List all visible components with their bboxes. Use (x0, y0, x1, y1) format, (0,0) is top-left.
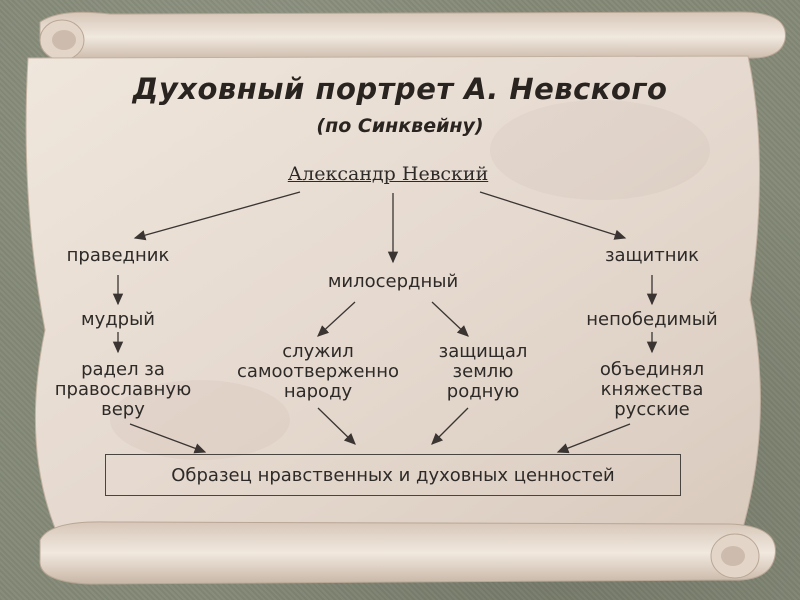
arrow-right-to-conclusion (558, 424, 630, 452)
arrow-center-left-to-conclusion (318, 408, 355, 444)
left-node-level3-line3: веру (101, 399, 145, 420)
arrow-center-right-to-conclusion (432, 408, 468, 444)
center-right-line3: родную (446, 381, 520, 402)
center-left-line3: народу (283, 381, 353, 402)
left-node-level3 (28, 360, 218, 420)
center-left-line2: самоотверженно (237, 361, 399, 382)
root-node: Александр Невский (287, 163, 489, 185)
center-node-level2-right (408, 342, 558, 402)
arrow-root-to-right (480, 192, 625, 238)
arrow-center-to-left (318, 302, 355, 336)
right-node-level3 (572, 360, 732, 420)
left-node-level3-line2: православную (54, 379, 192, 400)
left-node-level1: праведник (66, 245, 170, 266)
right-node-level3-line2: княжества (600, 379, 704, 400)
center-right-line2: землю (452, 361, 514, 382)
page-subtitle: (по Синквейну) (316, 115, 484, 137)
left-node-level2: мудрый (80, 309, 155, 330)
right-node-level2: непобедимый (586, 309, 718, 330)
conclusion-text: Образец нравственных и духовных ценностей (171, 464, 615, 486)
arrow-center-to-right (432, 302, 468, 336)
center-node-level2-left (218, 342, 418, 402)
center-node-level1: милосердный (327, 271, 459, 292)
right-node-level3-line1: объединял (599, 359, 705, 380)
page-title: Духовный портрет А. Невского (132, 72, 668, 106)
conclusion-box (105, 454, 681, 496)
center-right-line1: защищал (438, 341, 528, 362)
center-left-line1: служил (282, 341, 354, 362)
arrow-root-to-left (135, 192, 300, 238)
right-node-level3-line3: русские (614, 399, 690, 420)
arrow-left-to-conclusion (130, 424, 205, 452)
left-node-level3-line1: радел за (81, 359, 165, 380)
right-node-level1: защитник (604, 245, 700, 266)
